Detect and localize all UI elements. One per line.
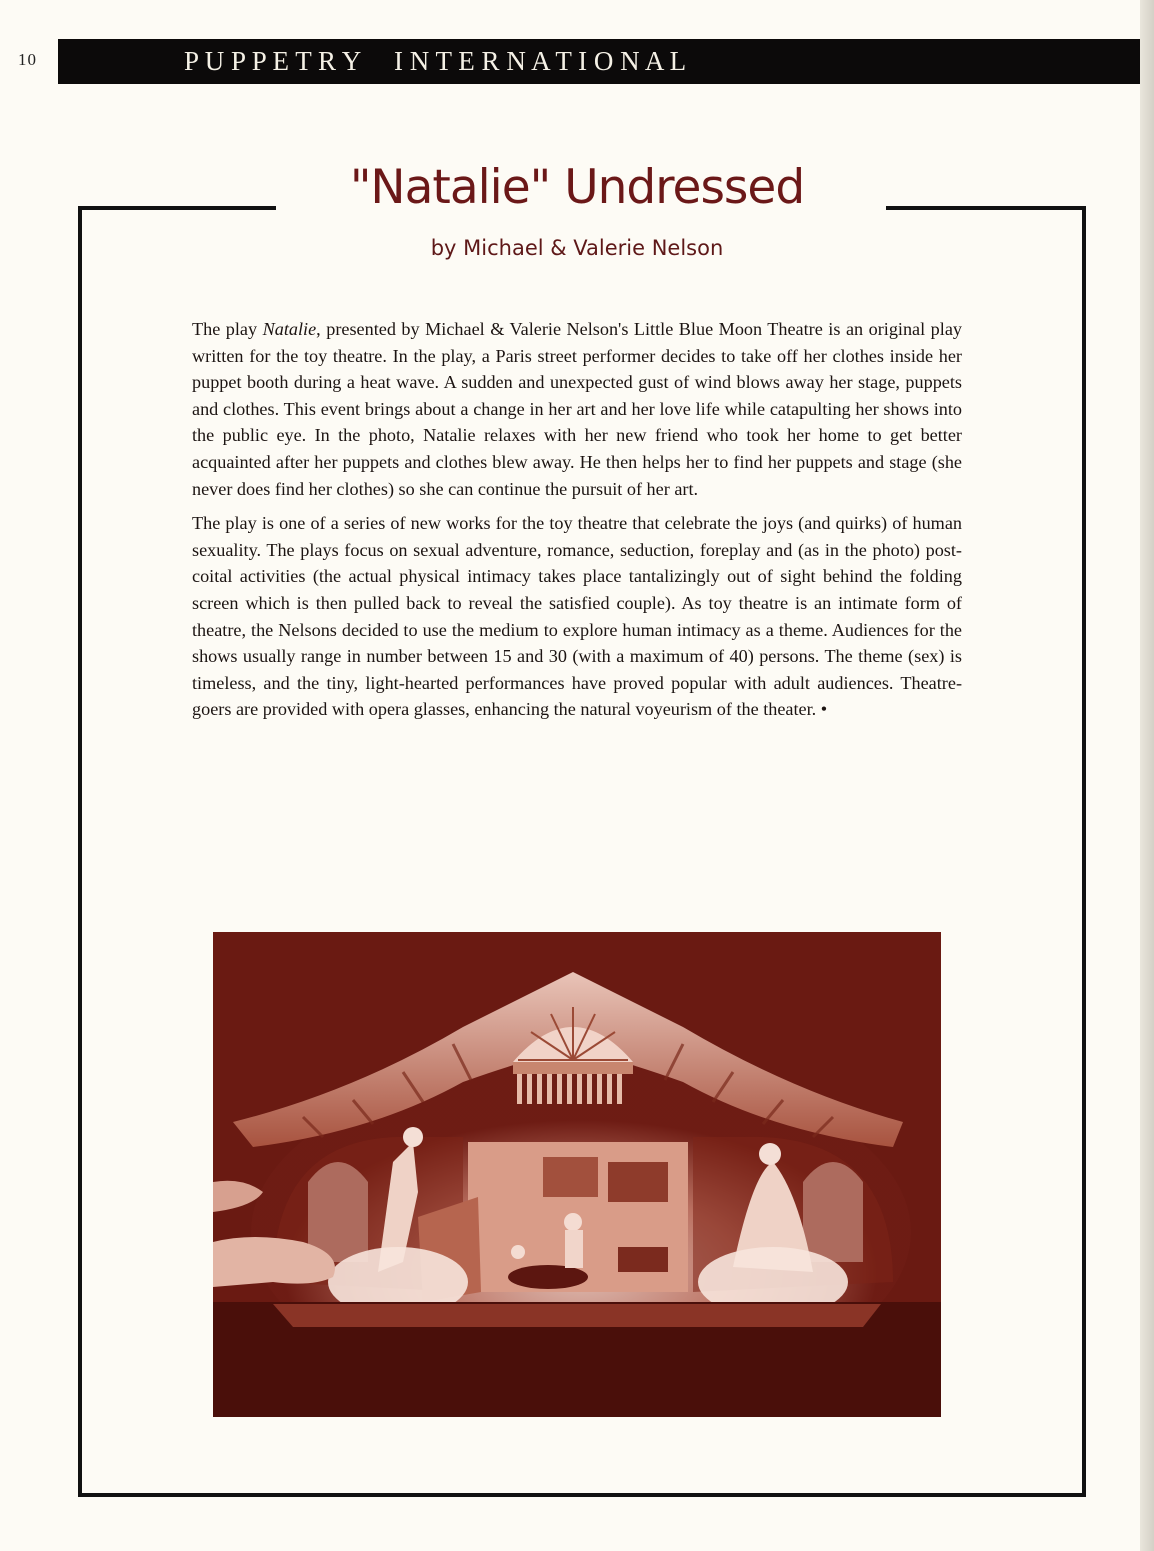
paragraph-1-lead: The play — [192, 319, 263, 339]
article-title: "Natalie" Undressed — [349, 160, 805, 215]
paragraph-1 — [192, 316, 962, 502]
publication-header-bar — [58, 39, 1142, 84]
page-number: 10 — [18, 50, 37, 69]
publication-name: P U P P E T R Y I N T E R N A T I O N A L — [184, 46, 687, 76]
play-title: Natalie — [262, 319, 317, 339]
toy-theatre-photo — [213, 932, 941, 1417]
page-gutter — [1140, 0, 1154, 1551]
paragraph-2: The play is one of a series of new works for the toy theatre that celebrate the joys (and quirks) of human sexuality. The plays focus on sexual adventure, romance, seduction, foreplay and (as in the photo) post-coital activities (the actual physical intimacy takes place tantalizingly out of sight behind the folding screen which is then pulled back to reveal the satisfied couple). As toy theatre is an intimate form of theatre, the Nelsons decided to use the medium to explore human intimacy as a theme. Audiences for the shows usually range in number between 15 and 30 (with a maximum of 40) persons. The theme (sex) is timeless, and the tiny, light-hearted performances have proved popular with adult audiences. Theatre-goers are provided with opera glasses, enhancing the natural voyeurism of the theater. • — [192, 513, 962, 720]
article-byline: by Michael & Valerie Nelson — [430, 236, 724, 260]
article-body — [192, 316, 962, 731]
paragraph-1-text: , presented by Michael & Valerie Nelson's Little Blue Moon Theatre is an original play written for the toy theatre. In the play, a Paris street performer decides to take off her clothes inside her puppet booth during a heat wave. A sudden and unexpected gust of wind blows away her stage, puppets and clothes. This event brings about a change in her art and her love life while catapulting her shows into the public eye. In the photo, Natalie relaxes with her new friend who took her home to get better acquainted after her puppets and clothes blew away. He then helps her to find her puppets and stage (she never does find her clothes) so she can continue the pursuit of her art. — [192, 319, 962, 499]
